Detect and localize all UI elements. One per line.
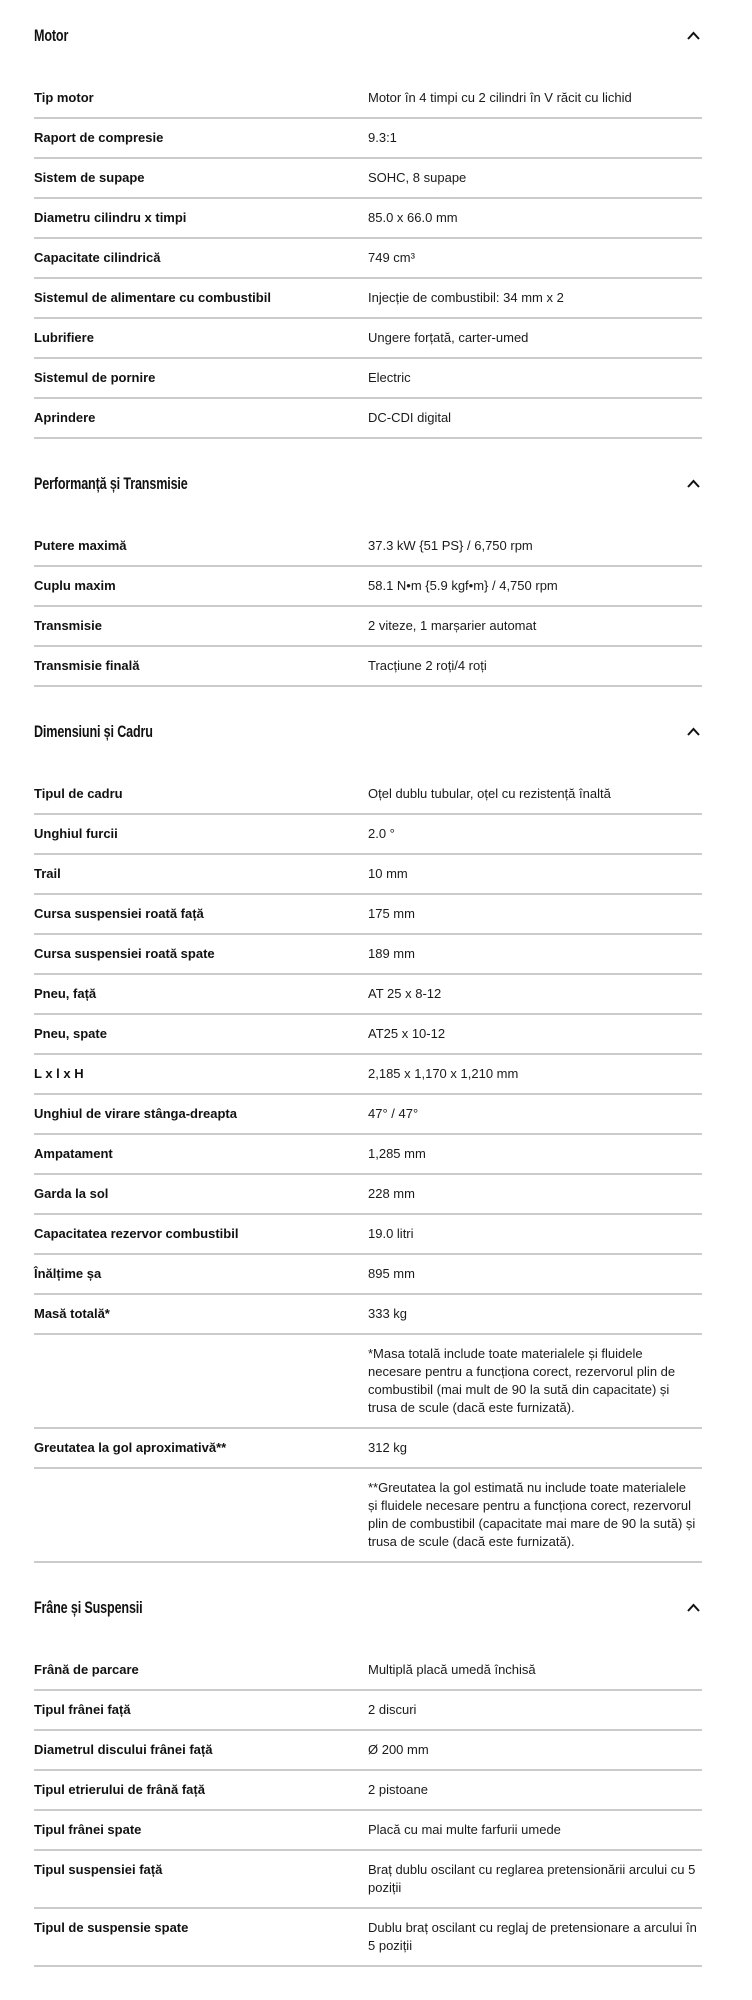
spec-value: 9.3:1	[368, 130, 397, 145]
spec-label: Raport de compresie	[34, 130, 164, 145]
spec-label	[34, 1479, 368, 1551]
specifications-list	[34, 0, 702, 1967]
spec-row	[34, 607, 702, 647]
spec-row	[34, 775, 702, 815]
spec-row	[34, 527, 702, 567]
spec-label: Transmisie finală	[34, 658, 140, 673]
spec-label: Masă totală*	[34, 1306, 110, 1321]
spec-value: 58.1 N•m {5.9 kgf•m} / 4,750 rpm	[368, 578, 558, 593]
spec-value: 2 pistoane	[368, 1782, 428, 1797]
spec-label: Capacitate cilindrică	[34, 250, 161, 265]
spec-value: Dublu braț oscilant cu reglaj de pretensionare a arcului în 5 poziții	[368, 1920, 697, 1953]
spec-row	[34, 815, 702, 855]
spec-row	[34, 1015, 702, 1055]
spec-label: Ampatament	[34, 1146, 113, 1161]
spec-row	[34, 935, 702, 975]
section-title: Frâne și Suspensii	[34, 1598, 143, 1617]
spec-label: Pneu, față	[34, 986, 97, 1001]
spec-label: Lubrifiere	[34, 330, 94, 345]
spec-row	[34, 567, 702, 607]
spec-value: 333 kg	[368, 1306, 408, 1321]
spec-value: Oțel dublu tubular, oțel cu rezistență înaltă	[368, 786, 611, 801]
spec-label: Frână de parcare	[34, 1662, 139, 1677]
spec-row	[34, 159, 702, 199]
spec-label: Sistemul de alimentare cu combustibil	[34, 290, 271, 305]
spec-value: 189 mm	[368, 946, 415, 961]
spec-label: Greutatea la gol aproximativă**	[34, 1440, 227, 1455]
spec-rows	[34, 775, 702, 1563]
spec-row	[34, 1135, 702, 1175]
chevron-up-icon[interactable]	[687, 727, 700, 736]
spec-label	[34, 1345, 368, 1417]
spec-label: Înălțime șa	[34, 1266, 102, 1281]
spec-row	[34, 1651, 702, 1691]
spec-value: 228 mm	[368, 1186, 415, 1201]
spec-label: Tipul etrierului de frână față	[34, 1782, 205, 1797]
spec-row	[34, 1429, 702, 1469]
spec-row	[34, 647, 702, 687]
spec-label: Cuplu maxim	[34, 578, 116, 593]
spec-label: Tip motor	[34, 90, 94, 105]
spec-value: Multiplă placă umedă închisă	[368, 1662, 536, 1677]
spec-label: Unghiul furcii	[34, 826, 118, 841]
spec-footnote-row	[34, 1335, 702, 1429]
spec-label: Diametru cilindru x timpi	[34, 210, 187, 225]
spec-label: Aprindere	[34, 410, 96, 425]
spec-value: 85.0 x 66.0 mm	[368, 210, 458, 225]
spec-footnote-row	[34, 1469, 702, 1563]
spec-row	[34, 319, 702, 359]
spec-row	[34, 279, 702, 319]
spec-row	[34, 1095, 702, 1135]
spec-label: Sistemul de pornire	[34, 370, 156, 385]
spec-row	[34, 199, 702, 239]
spec-row	[34, 79, 702, 119]
spec-row	[34, 1055, 702, 1095]
spec-label: Pneu, spate	[34, 1026, 107, 1041]
spec-value: Electric	[368, 370, 411, 385]
spec-row	[34, 239, 702, 279]
spec-label: Tipul suspensiei față	[34, 1862, 163, 1877]
chevron-up-icon[interactable]	[687, 1603, 700, 1612]
spec-label: L x l x H	[34, 1066, 84, 1081]
spec-label: Tipul frânei față	[34, 1702, 131, 1717]
spec-row	[34, 399, 702, 439]
spec-value: 2 viteze, 1 marșarier automat	[368, 618, 537, 633]
spec-value: 895 mm	[368, 1266, 415, 1281]
spec-label: Sistem de supape	[34, 170, 145, 185]
spec-row	[34, 1255, 702, 1295]
spec-rows	[34, 79, 702, 439]
spec-value: 37.3 kW {51 PS} / 6,750 rpm	[368, 538, 533, 553]
spec-row	[34, 1811, 702, 1851]
spec-label: Trail	[34, 866, 61, 881]
spec-value: AT 25 x 8-12	[368, 986, 442, 1001]
chevron-up-icon[interactable]	[687, 31, 700, 40]
spec-row	[34, 1691, 702, 1731]
spec-value: SOHC, 8 supape	[368, 170, 467, 185]
spec-value: 2,185 x 1,170 x 1,210 mm	[368, 1066, 519, 1081]
section-title: Motor	[34, 26, 69, 45]
spec-row	[34, 1175, 702, 1215]
spec-label: Putere maximă	[34, 538, 127, 553]
spec-row	[34, 1909, 702, 1967]
spec-value: Placă cu mai multe farfurii umede	[368, 1822, 561, 1837]
spec-row	[34, 1731, 702, 1771]
spec-section-1	[34, 439, 702, 687]
section-title: Dimensiuni și Cadru	[34, 722, 153, 741]
spec-value: DC-CDI digital	[368, 410, 452, 425]
spec-value: **Greutatea la gol estimată nu include toate materialele și fluidele necesare pentru a funcționa corect, rezervorul plin de combustibil (capacitate mai mare de 90 la sută) și trusa de scule (dacă este furnizată).	[368, 1480, 696, 1549]
spec-value: 1,285 mm	[368, 1146, 426, 1161]
spec-label: Transmisie	[34, 618, 102, 633]
spec-value: 312 kg	[368, 1440, 408, 1455]
spec-row	[34, 1295, 702, 1335]
spec-value: Ungere forțată, carter-umed	[368, 330, 529, 345]
spec-row	[34, 1851, 702, 1909]
spec-value: Tracțiune 2 roți/4 roți	[368, 658, 487, 673]
spec-row	[34, 1771, 702, 1811]
spec-label: Unghiul de virare stânga-dreapta	[34, 1106, 237, 1121]
spec-row	[34, 975, 702, 1015]
spec-section-2	[34, 687, 702, 1563]
spec-row	[34, 895, 702, 935]
spec-label: Cursa suspensiei roată spate	[34, 946, 215, 961]
spec-value: 175 mm	[368, 906, 415, 921]
spec-row	[34, 855, 702, 895]
section-header[interactable]	[34, 0, 702, 79]
section-header[interactable]	[34, 439, 702, 527]
spec-value: 2 discuri	[368, 1702, 417, 1717]
spec-label: Cursa suspensiei roată față	[34, 906, 204, 921]
spec-label: Tipul frânei spate	[34, 1822, 142, 1837]
spec-section-0	[34, 0, 702, 439]
section-header[interactable]	[34, 1563, 702, 1651]
spec-value: 2.0 °	[368, 826, 395, 841]
chevron-up-icon[interactable]	[687, 479, 700, 488]
spec-value: *Masa totală include toate materialele și fluidele necesare pentru a funcționa corect, rezervorul plin de combustibil (mai mult de 90 la sută din capacitate) și trusa de scule (dacă este furnizată).	[368, 1346, 676, 1415]
spec-value: Braț dublu oscilant cu reglarea pretensionării arcului cu 5 poziții	[368, 1862, 696, 1895]
spec-label: Tipul de suspensie spate	[34, 1920, 189, 1935]
spec-value: 749 cm³	[368, 250, 415, 265]
spec-value: 19.0 litri	[368, 1226, 414, 1241]
spec-section-3	[34, 1563, 702, 1967]
section-title: Performanță și Transmisie	[34, 474, 188, 493]
spec-row	[34, 119, 702, 159]
spec-value: Motor în 4 timpi cu 2 cilindri în V răcit cu lichid	[368, 90, 632, 105]
spec-rows	[34, 1651, 702, 1967]
spec-rows	[34, 527, 702, 687]
spec-row	[34, 1215, 702, 1255]
spec-row	[34, 359, 702, 399]
spec-value: AT25 x 10-12	[368, 1026, 446, 1041]
spec-value: Injecție de combustibil: 34 mm x 2	[368, 290, 564, 305]
spec-value: Ø 200 mm	[368, 1742, 429, 1757]
section-header[interactable]	[34, 687, 702, 775]
spec-value: 47° / 47°	[368, 1106, 419, 1121]
spec-label: Capacitatea rezervor combustibil	[34, 1226, 239, 1241]
spec-label: Diametrul discului frânei față	[34, 1742, 213, 1757]
spec-value: 10 mm	[368, 866, 408, 881]
spec-label: Garda la sol	[34, 1186, 109, 1201]
spec-label: Tipul de cadru	[34, 786, 123, 801]
